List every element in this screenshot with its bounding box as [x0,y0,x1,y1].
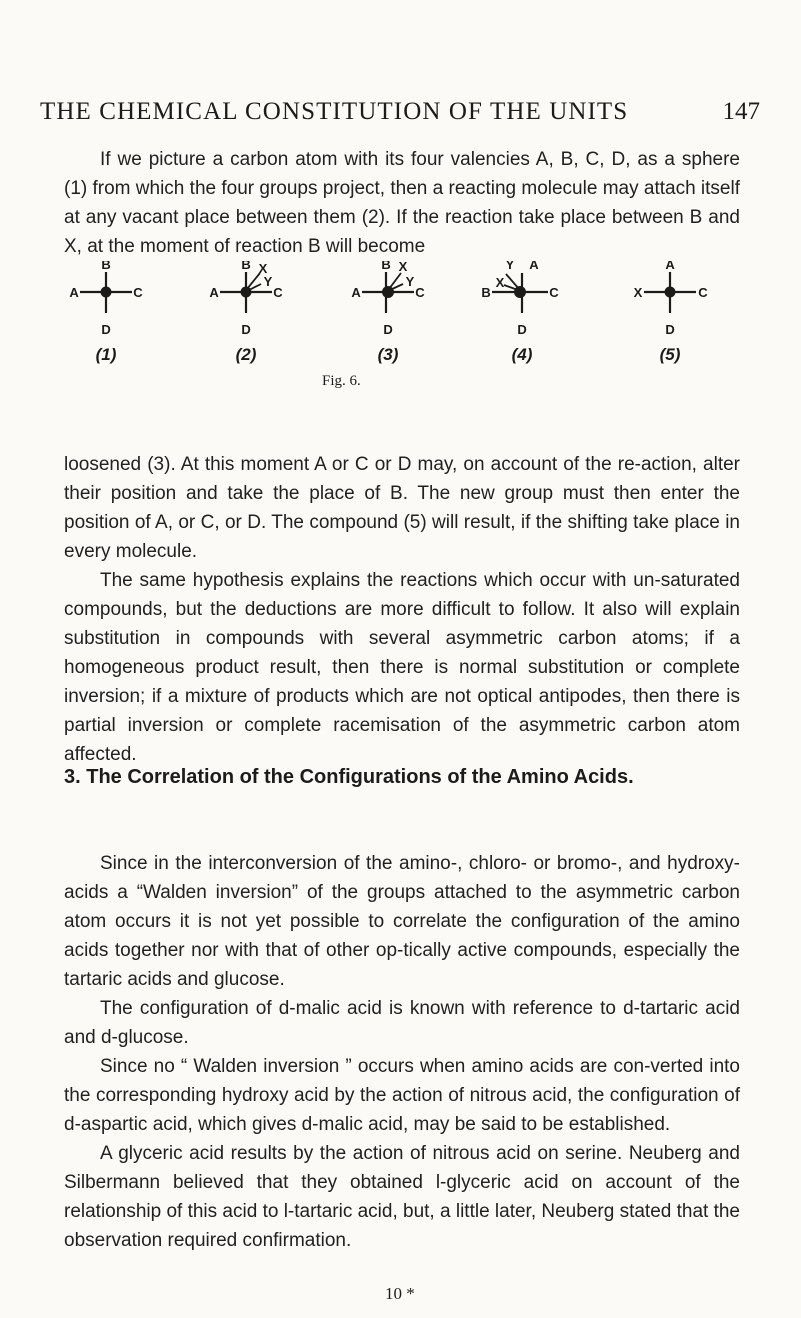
diagram-3 [351,261,425,364]
diagram-4-label-right: C [549,285,559,300]
paragraph-loosened: loosened (3). At this moment A or C or D may, on account of the re-action, alter their position and take the place of B. The new group must then enter the position of A, or C, or D. The compound (5) will result, if the shifting take place in every molecule. [64,454,740,562]
diagram-5-label-left: X [633,285,643,300]
body-section-2 [64,849,740,1255]
diagram-3-label-left: A [351,285,361,300]
figure-caption: Fig. 6. [322,373,361,389]
diagram-1-label-bottom: D [101,322,111,337]
section-heading: 3. The Correlation of the Configurations of the Amino Acids. [64,766,634,788]
diagram-3-label-x: X [398,261,408,274]
diagram-1-number: (1) [95,345,117,364]
carbon-atom-1 [101,287,112,298]
diagram-3-label-bottom: D [383,322,393,337]
diagram-1-label-left: A [69,285,79,300]
running-head: THE CHEMICAL CONSTITUTION OF THE UNITS [40,98,629,125]
diagram-5-label-bottom: D [665,322,675,337]
carbon-atom-3 [382,286,394,298]
diagram-5-label-top: A [665,261,675,272]
diagram-4-label-x: X [495,275,505,290]
paragraph-hypothesis: The same hypothesis explains the reactions which occur with un-saturated compounds, but the deductions are more difficult to follow. It also will explain substitution in compounds with several asymmetric carbon atoms; if a homogeneous product result, then there is normal substitution or complete inversion; if a mixture of products which are not optical antipodes, then there is partial inversion or complete racemisation of the asymmetric carbon atom affected. [64,570,740,765]
diagram-2-label-right: C [273,285,283,300]
carbon-atom-5 [665,287,676,298]
diagram-3-label-top: B [381,261,391,272]
diagram-1-label-right: C [133,285,143,300]
figure-6 [64,261,740,441]
diagram-2 [209,261,283,364]
diagram-1 [69,261,143,364]
paragraph-walden: Since no “ Walden inversion ” occurs when amino acids are con-verted into the corresponding hydroxy acid by the action of nitrous acid, the configuration of d-aspartic acid, which gives d-malic acid, may be said to be established. [64,1056,740,1135]
diagram-3-label-right: C [415,285,425,300]
diagram-4-label-a: A [529,261,539,272]
diagram-2-label-left: A [209,285,219,300]
diagram-4-label-y: Y [505,261,515,272]
carbon-atom-2 [241,287,252,298]
paragraph-malic-acid: The configuration of d-malic acid is known with reference to d-tartaric acid and d-glucose. [64,998,740,1048]
diagram-5 [634,261,709,364]
running-header [40,98,760,138]
diagram-2-label-y: Y [263,274,273,289]
diagram-3-number: (3) [377,345,399,364]
diagram-5-label-right: C [698,285,708,300]
diagram-2-label-top: B [241,261,251,272]
intro-paragraph: If we picture a carbon atom with its four valencies A, B, C, D, as a sphere (1) from which the four groups project, then a reacting molecule may attach itself at any vacant place between them (2). If the reaction take place between B and X, at the moment of reaction B will become [64,149,740,257]
diagram-1-label-top: B [101,261,111,272]
carbon-atom-diagrams [64,261,740,441]
diagram-4-label-left: B [481,285,491,300]
body-section-1 [64,450,740,769]
diagram-2-number: (2) [235,345,257,364]
paragraph-interconversion: Since in the interconversion of the amino-, chloro- or bromo-, and hydroxy-acids a “Walden inversion” of the groups attached to the asymmetric carbon atom occurs it is not yet possible to correlate the configuration of the amino acids together nor with that of other op-tically active compounds, especially the tartaric acids and glucose. [64,853,740,990]
diagram-3-label-y: Y [405,274,415,289]
diagram-2-label-bottom: D [241,322,251,337]
carbon-atom-4 [514,286,526,298]
diagram-4 [481,261,559,364]
diagram-2-label-x: X [258,261,268,276]
diagram-5-number: (5) [659,345,681,364]
diagram-4-number: (4) [511,345,533,364]
intro-paragraph-block [64,145,740,261]
signature-mark: 10 * [385,1284,415,1303]
diagram-4-label-bottom: D [517,322,527,337]
page-number: 147 [722,98,760,125]
paragraph-glyceric: A glyceric acid results by the action of nitrous acid on serine. Neuberg and Silbermann believed that they obtained l-glyceric acid on account of the relationship of this acid to l-tartaric acid, but, a little later, Neuberg stated that the observation required confirmation. [64,1143,740,1251]
